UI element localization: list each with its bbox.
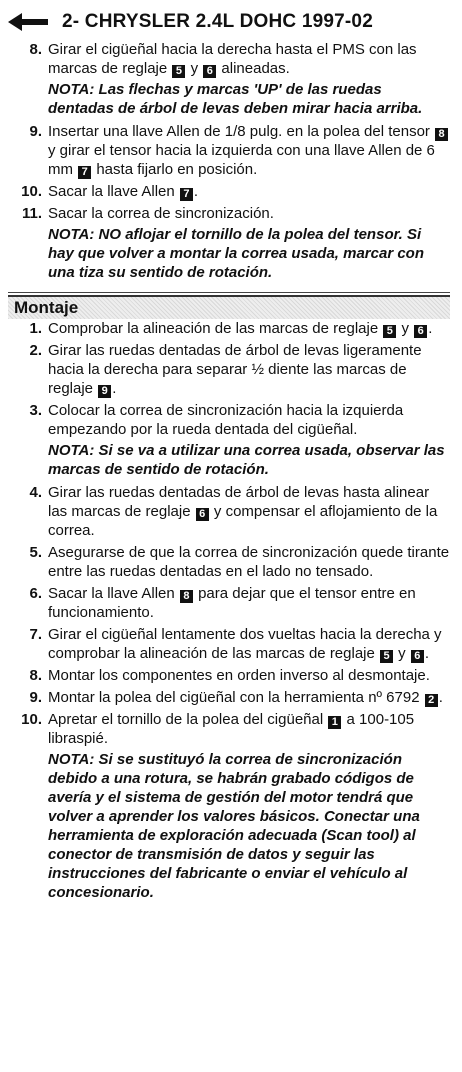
section-divider	[8, 292, 450, 293]
step-item	[8, 666, 450, 685]
step-text	[48, 626, 442, 662]
step-text-part: Sacar la correa de sincronización.	[48, 205, 274, 222]
callout-number-badge: 6	[203, 65, 216, 78]
callout-number-badge: 8	[180, 590, 193, 603]
callout-number-badge: 8	[435, 128, 448, 141]
step-number: 2.	[29, 342, 42, 359]
callout-number-badge: 7	[180, 188, 193, 201]
left-arrow-icon[interactable]	[8, 12, 48, 32]
step-item	[8, 584, 450, 622]
step-text	[48, 689, 443, 706]
step-text-part: Colocar la correa de sincronización hacia la izquierda empezando por la rueda dentada del cigüeñal.	[48, 402, 404, 438]
callout-number-badge: 6	[414, 325, 427, 338]
step-text-part: y	[186, 60, 203, 77]
step-text-part: Apretar el tornillo de la polea del cigüeñal	[48, 711, 328, 728]
step-text-part: .	[438, 689, 443, 706]
step-number: 9.	[29, 123, 42, 140]
step-text-part: y girar el tensor hacia la izquierda con una llave Allen de 6 mm	[48, 142, 435, 178]
step-item	[8, 688, 450, 707]
step-text-part: Girar las ruedas dentadas de árbol de levas hasta alinear las marcas de reglaje	[48, 484, 430, 520]
step-number: 6.	[29, 585, 42, 602]
step-item	[8, 625, 450, 663]
step-text	[48, 342, 422, 397]
step-number: 10.	[21, 711, 42, 728]
step-text	[48, 544, 449, 580]
step-text-part: .	[428, 320, 433, 337]
step-text-part: Sacar la llave Allen	[48, 585, 179, 602]
step-text	[48, 205, 274, 222]
step-item	[8, 483, 450, 540]
steps-list-top	[8, 40, 450, 282]
step-item	[8, 204, 450, 282]
callout-number-badge: 5	[383, 325, 396, 338]
step-text-part: para dejar que el tensor entre en funcionamiento.	[48, 585, 416, 621]
step-number: 3.	[29, 402, 42, 419]
step-text-part: Insertar una llave Allen de 1/8 pulg. en la polea del tensor	[48, 123, 435, 140]
callout-number-badge: 1	[328, 716, 341, 729]
section-header-montaje	[8, 295, 450, 319]
step-text-part: Montar los componentes en orden inverso al desmontaje.	[48, 667, 430, 684]
page-header	[8, 6, 450, 38]
step-text-part: .	[112, 380, 117, 397]
section-title: Montaje	[14, 298, 79, 317]
step-text	[48, 402, 403, 438]
step-text-part: alineadas.	[217, 60, 290, 77]
step-text-part: Asegurarse de que la correa de sincronización quede tirante entre las ruedas dentadas en el lado no tensado.	[48, 544, 450, 580]
page-title: 2- CHRYSLER 2.4L DOHC 1997-02	[62, 11, 373, 32]
step-text-part: Sacar la llave Allen	[48, 183, 179, 200]
step-number: 8.	[29, 667, 42, 684]
step-item	[8, 122, 450, 179]
step-text-part: y compensar el aflojamiento de la correa.	[48, 503, 438, 539]
step-number: 9.	[29, 689, 42, 706]
step-note: NOTA: Si se sustituyó la correa de sincronización debido a una rotura, se habrán grabado códigos de avería y el sistema de gestión del motor tendrá que volver a aprender los valores básicos. Conectar una herramienta de exploración adecuada (Scan tool) al conector de transmisión de datos y seguir las instrucciones del fabricante o enviar el vehículo al concesionario.	[48, 751, 420, 901]
step-text-part: Girar el cigüeñal hacia la derecha hasta el PMS con las marcas de reglaje	[48, 41, 417, 77]
step-text	[48, 711, 414, 747]
step-number: 11.	[21, 205, 42, 222]
step-text-part: Girar el cigüeñal lentamente dos vueltas hacia la derecha y comprobar la alineación de las marcas de reglaje	[48, 626, 442, 662]
step-number: 1.	[29, 320, 42, 337]
step-text	[48, 41, 417, 77]
step-note: NOTA: NO aflojar el tornillo de la polea del tensor. Si hay que volver a montar la correa usada, marcar con una tiza su sentido de rotación.	[48, 226, 424, 281]
step-item	[8, 319, 450, 338]
step-item	[8, 40, 450, 118]
step-number: 7.	[29, 626, 42, 643]
step-text-part: .	[424, 645, 430, 662]
step-note: NOTA: Si se va a utilizar una correa usada, observar las marcas de sentido de rotación.	[48, 442, 445, 478]
step-number: 5.	[29, 544, 42, 561]
callout-number-badge: 6	[196, 508, 209, 521]
step-text	[48, 320, 432, 337]
step-text	[48, 183, 198, 200]
step-number: 10.	[21, 183, 42, 200]
step-item	[8, 710, 450, 902]
callout-number-badge: 9	[98, 385, 111, 398]
step-text-part: a 100-105 libraspié.	[48, 711, 415, 747]
step-text-part: hasta fijarlo en posición.	[92, 161, 258, 178]
step-text-part: Comprobar la alineación de las marcas de reglaje	[48, 320, 383, 337]
step-text	[48, 123, 449, 178]
callout-number-badge: 6	[411, 650, 424, 663]
step-item	[8, 543, 450, 581]
step-number: 4.	[29, 484, 42, 501]
step-text	[48, 667, 430, 684]
step-text-part: Montar la polea del cigüeñal con la herramienta nº 6792	[48, 689, 424, 706]
callout-number-badge: 5	[172, 65, 185, 78]
callout-number-badge: 7	[78, 166, 91, 179]
step-text-part: y	[394, 645, 410, 662]
step-item	[8, 401, 450, 479]
step-text-part: Girar las ruedas dentadas de árbol de levas ligeramente hacia la derecha para separar ½ diente las marcas de reglaje	[48, 342, 422, 397]
step-text	[48, 484, 437, 539]
callout-number-badge: 2	[425, 694, 438, 707]
step-item	[8, 182, 450, 201]
steps-list-montaje	[8, 319, 450, 902]
step-text-part: y	[397, 320, 414, 337]
step-text	[48, 585, 416, 621]
step-text-part: .	[193, 183, 199, 200]
step-note: NOTA: Las flechas y marcas 'UP' de las ruedas dentadas de árbol de levas deben mirar hacia arriba.	[48, 81, 423, 117]
step-number: 8.	[29, 41, 42, 58]
step-item	[8, 341, 450, 398]
callout-number-badge: 5	[380, 650, 393, 663]
